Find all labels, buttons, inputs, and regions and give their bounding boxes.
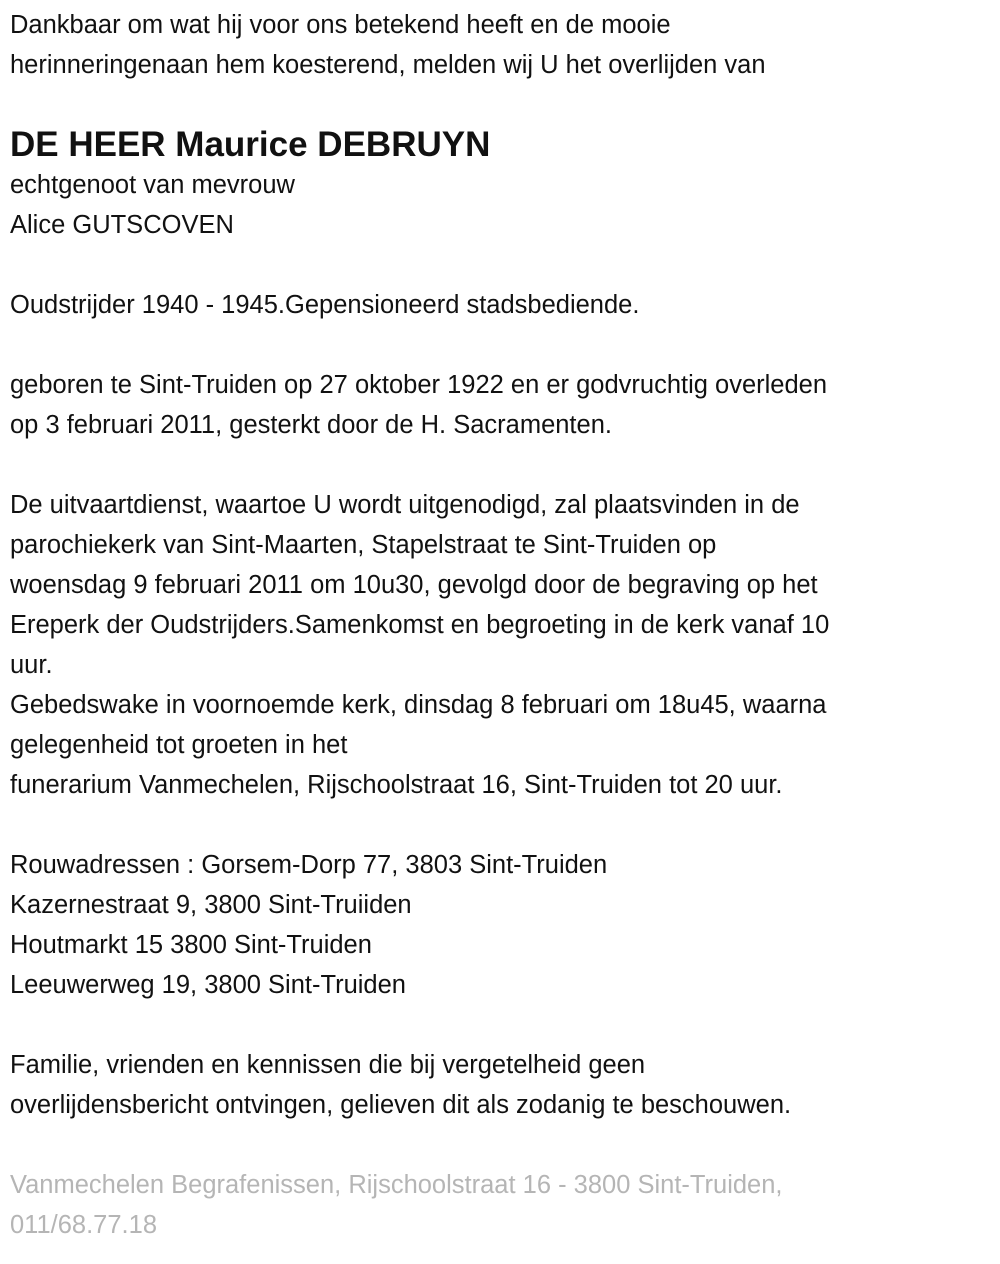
text-line: Vanmechelen Begrafenissen, Rijschoolstraat 16 - 3800 Sint-Truiden, bbox=[10, 1171, 783, 1199]
funeral-home-footer bbox=[10, 1165, 1000, 1245]
text-line: Gebedswake in voornoemde kerk, dinsdag 8 februari om 18u45, waarna bbox=[10, 691, 827, 719]
intro-paragraph bbox=[10, 5, 1000, 85]
text-line: op 3 februari 2011, gesterkt door de H. Sacramenten. bbox=[10, 411, 612, 439]
birth-death-paragraph bbox=[10, 365, 1000, 445]
text-line: Kazernestraat 9, 3800 Sint-Truiiden bbox=[10, 891, 412, 919]
text-line: geboren te Sint-Truiden op 27 oktober 1922 en er godvruchtig overleden bbox=[10, 371, 828, 399]
deceased-name: DE HEER Maurice DEBRUYN bbox=[10, 125, 491, 164]
text-line: Dankbaar om wat hij voor ons betekend heeft en de mooie bbox=[10, 11, 671, 39]
text-line: De uitvaartdienst, waartoe U wordt uitgenodigd, zal plaatsvinden in de bbox=[10, 491, 800, 519]
spouse-paragraph bbox=[10, 165, 1000, 245]
text-line: funerarium Vanmechelen, Rijschoolstraat 16, Sint-Truiden tot 20 uur. bbox=[10, 771, 783, 799]
addresses-paragraph bbox=[10, 845, 1000, 1005]
text-line: herinneringenaan hem koesterend, melden wij U het overlijden van bbox=[10, 51, 766, 79]
text-line: woensdag 9 februari 2011 om 10u30, gevolgd door de begraving op het bbox=[10, 571, 818, 599]
funeral-paragraph bbox=[10, 485, 1000, 805]
text-line: Rouwadressen : Gorsem-Dorp 77, 3803 Sint-Truiden bbox=[10, 851, 608, 879]
text-line: parochiekerk van Sint-Maarten, Stapelstraat te Sint-Truiden op bbox=[10, 531, 717, 559]
closing-paragraph bbox=[10, 1045, 1000, 1125]
text-line: gelegenheid tot groeten in het bbox=[10, 731, 348, 759]
text-line: Leeuwerweg 19, 3800 Sint-Truiden bbox=[10, 971, 406, 999]
text-line: echtgenoot van mevrouw bbox=[10, 171, 295, 199]
text-line: 011/68.77.18 bbox=[10, 1211, 157, 1239]
text-line: Houtmarkt 15 3800 Sint-Truiden bbox=[10, 931, 372, 959]
text-line: Familie, vrienden en kennissen die bij vergetelheid geen bbox=[10, 1051, 646, 1079]
obituary-notice bbox=[10, 5, 1000, 1245]
text-line: Oudstrijder 1940 - 1945.Gepensioneerd stadsbediende. bbox=[10, 291, 640, 319]
text-line: uur. bbox=[10, 651, 53, 679]
text-line: Alice GUTSCOVEN bbox=[10, 211, 234, 239]
occupation-paragraph bbox=[10, 285, 1000, 325]
text-line: overlijdensbericht ontvingen, gelieven dit als zodanig te beschouwen. bbox=[10, 1091, 792, 1119]
text-line: Ereperk der Oudstrijders.Samenkomst en begroeting in de kerk vanaf 10 bbox=[10, 611, 830, 639]
